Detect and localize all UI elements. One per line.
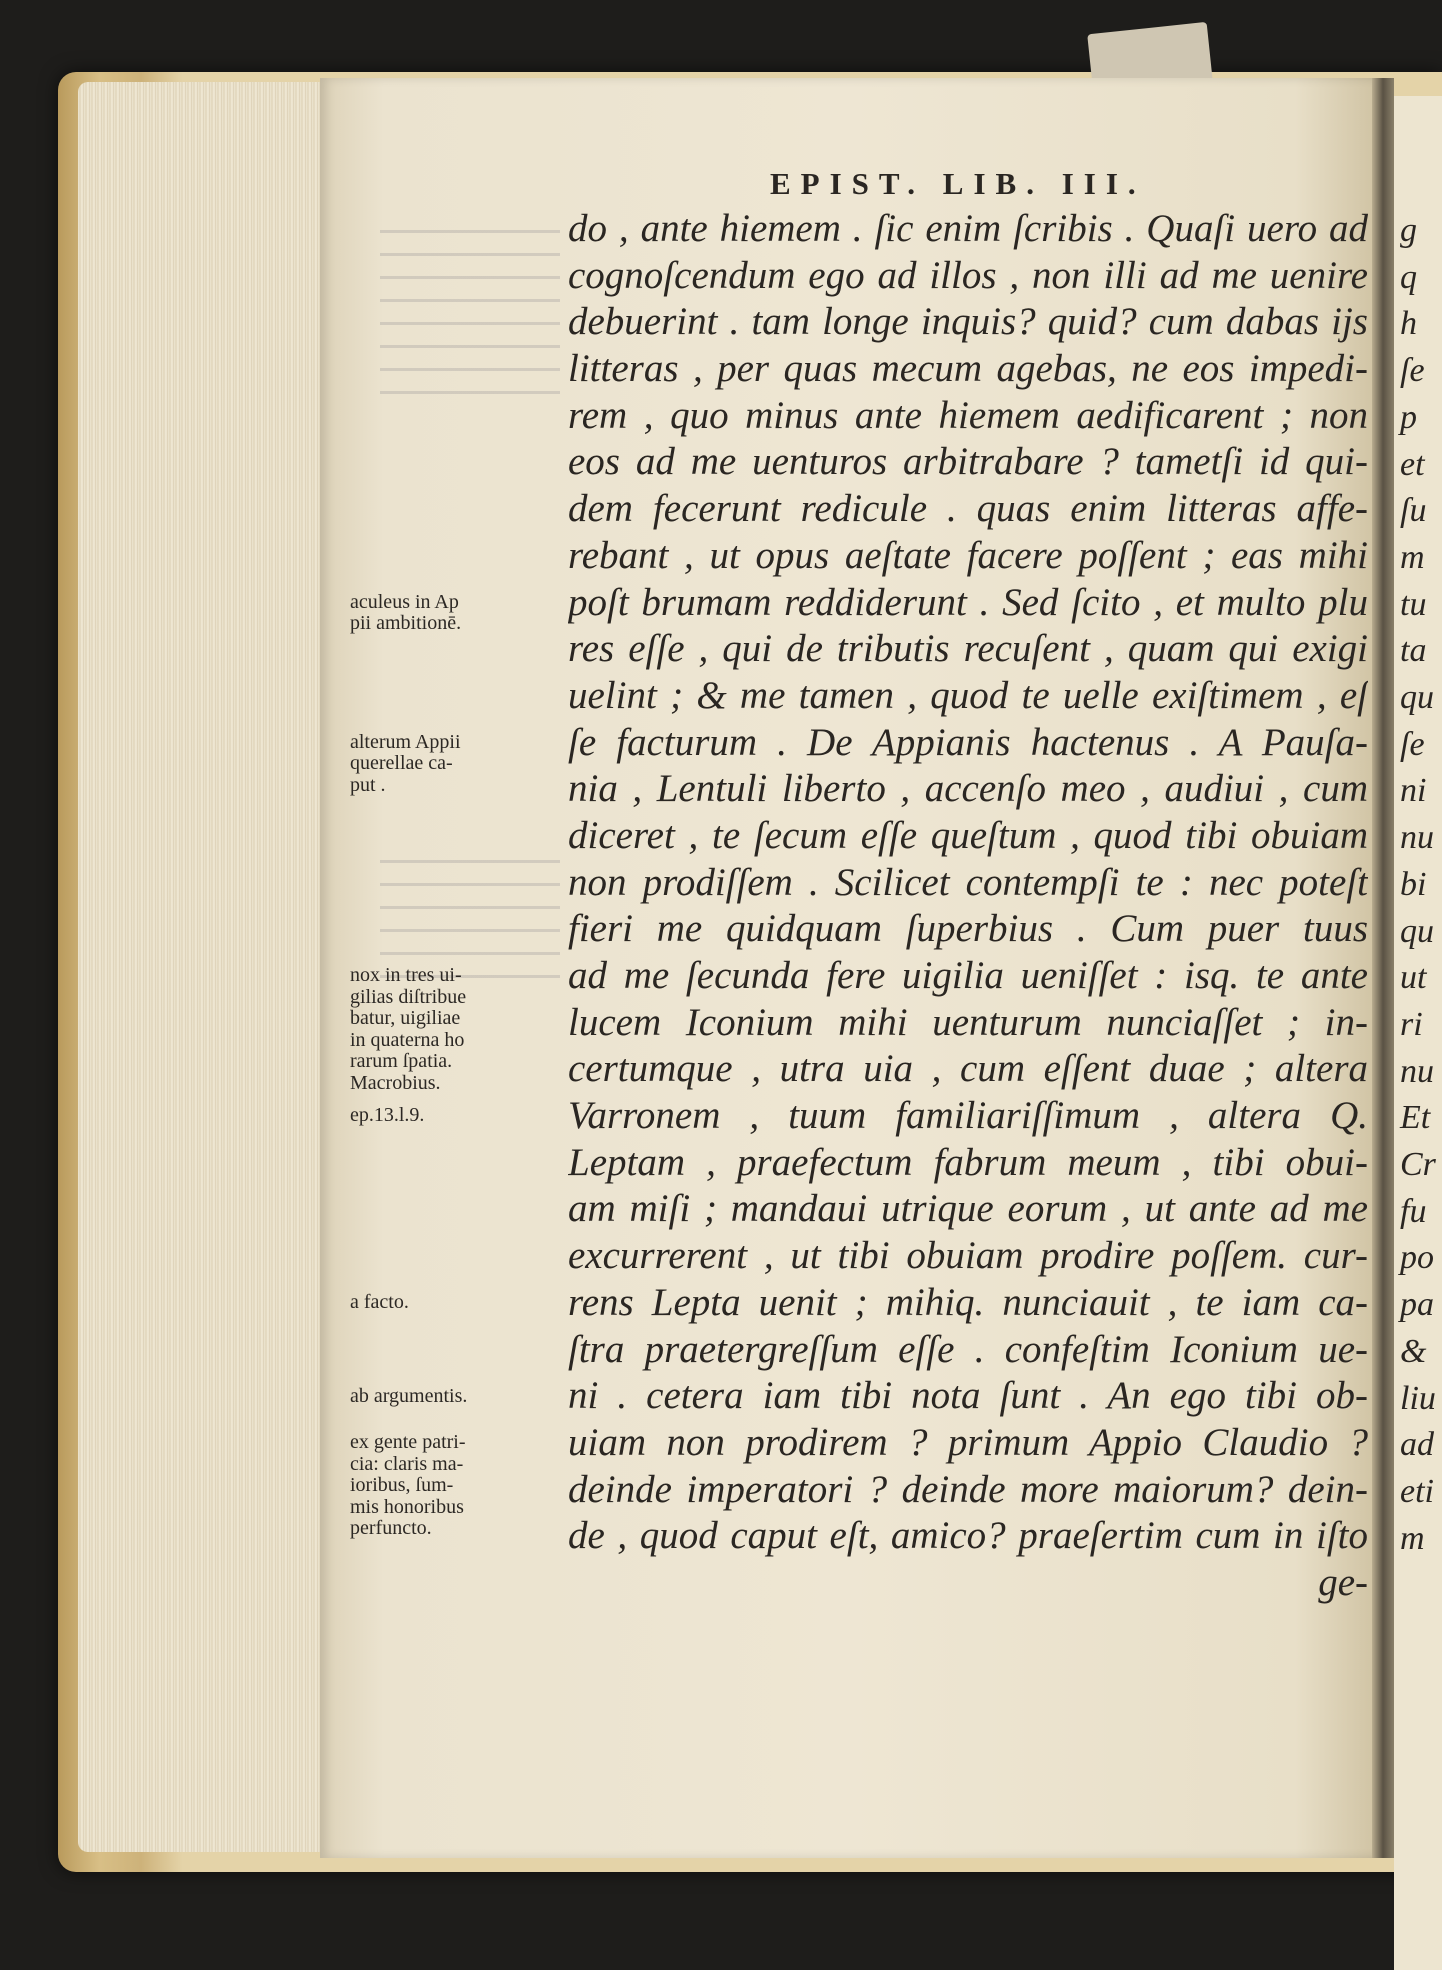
margin-note-line: batur, uigiliae: [350, 1007, 461, 1030]
text-line: Leptam , praefectum fabrum meum , tibi obui-: [568, 1140, 1368, 1184]
text-line: poſt brumam reddiderunt . Sed ſcito , et multo plu: [568, 580, 1368, 624]
text-line: am miſi ; mandaui utrique eorum , ut ante ad me: [568, 1187, 1368, 1231]
facing-page-fragment: &: [1400, 1332, 1427, 1370]
text-line: Varronem , tuum familiariſſimum , altera Q.: [568, 1094, 1368, 1138]
facing-page-fragment: m: [1400, 1519, 1425, 1557]
margin-note: [350, 965, 560, 1094]
text-line: rens Lepta uenit ; mihiq. nunciauit , te iam ca-: [568, 1280, 1368, 1324]
margin-note-line: pii ambitionē.: [350, 612, 462, 635]
facing-page-fragment: eti: [1400, 1472, 1434, 1510]
text-line: res eſſe , qui de tributis recuſent , quam qui exigi: [568, 627, 1368, 671]
facing-page-fragment: ri: [1400, 1005, 1423, 1043]
margin-note-line: put .: [350, 773, 386, 796]
facing-page-fragment: nu: [1400, 819, 1434, 857]
text-line: certumque , utra uia , cum eſſent duae ; altera: [568, 1047, 1368, 1091]
facing-page-fragment: Cr: [1400, 1146, 1436, 1184]
text-line: dem fecerunt redicule . quas enim litteras affe-: [568, 487, 1368, 531]
text-line: non prodiſſem . Scilicet contempſi te : nec poteſt: [568, 860, 1368, 904]
text-line: ad me ſecunda fere uigilia ueniſſet : isq. te ante: [568, 954, 1368, 997]
text-line: de , quod caput eſt, amico? praeſertim cum in iſto: [568, 1514, 1368, 1558]
margin-note-line: gilias diſtribue: [350, 985, 467, 1008]
facing-page-fragment: g: [1400, 212, 1417, 249]
facing-page-fragment: ſe: [1400, 352, 1425, 390]
text-line: do , ante hiemem . ſic enim ſcribis . Quaſi uero ad: [568, 207, 1368, 250]
margin-note-line: nox in tres ui-: [350, 964, 462, 987]
text-line: diceret , te ſecum eſſe queſtum , quod tibi obuiam: [568, 813, 1368, 857]
facing-page-fragment: p: [1400, 398, 1417, 436]
facing-page-fragment: liu: [1400, 1379, 1436, 1417]
facing-page-fragment: h: [1400, 305, 1417, 343]
text-line: excurrerent , ut tibi obuiam prodire poſſem. cur-: [568, 1234, 1368, 1278]
margin-note-line: in quaterna ho: [350, 1028, 465, 1051]
margin-note: [350, 732, 560, 797]
margin-note-line: rarum ſpatia.: [350, 1050, 453, 1073]
facing-page-fragment: bi: [1400, 865, 1427, 903]
text-line: cognoſcendum ego ad illos , non illi ad me uenire: [568, 253, 1368, 297]
facing-page-fragment: ta: [1400, 632, 1427, 670]
facing-page-fragment: ad: [1400, 1426, 1434, 1464]
facing-page-fragment: q: [1400, 258, 1417, 296]
facing-page-fragment: qu: [1400, 679, 1434, 717]
book-gutter: [1372, 78, 1394, 1858]
margin-note: [350, 1292, 560, 1314]
text-line: uelint ; & me tamen , quod te uelle exiſtimem , eſ: [568, 673, 1368, 717]
facing-page-fragment: m: [1400, 538, 1425, 576]
facing-page-fragment: ut: [1400, 959, 1427, 997]
running-head: EPIST. LIB. III.: [770, 166, 1146, 201]
margin-note-line: mis honoribus: [350, 1495, 464, 1518]
text-line: nia , Lentuli liberto , accenſo meo , audiui , cum: [568, 767, 1368, 811]
margin-note-line: alterum Appii: [350, 730, 461, 753]
text-line: rebant , ut opus aeſtate facere poſſent ; eas mihi: [568, 533, 1368, 577]
text-line: ſtra praetergreſſum eſſe . confeſtim Iconium ue-: [568, 1327, 1368, 1371]
facing-page-fragment: et: [1400, 445, 1425, 483]
margin-note-line: ep.13.l.9.: [350, 1104, 425, 1127]
margin-note-line: aculeus in Ap: [350, 590, 459, 613]
margin-note-line: Macrobius.: [350, 1071, 441, 1094]
text-line: ſe facturum . De Appianis hactenus . A Pauſa-: [568, 720, 1368, 764]
facing-page-fragment: Et: [1400, 1099, 1431, 1137]
text-line: ni . cetera iam tibi nota ſunt . An ego tibi ob-: [568, 1374, 1368, 1418]
text-line: debuerint . tam longe inquis? quid? cum dabas ijs: [568, 300, 1368, 344]
text-line: eos ad me uenturos arbitrabare ? tametſi id qui-: [568, 440, 1368, 484]
facing-page-fragment: ſu: [1400, 492, 1427, 530]
text-line: litteras , per quas mecum agebas, ne eos impedi-: [568, 347, 1368, 391]
margin-note-line: ioribus, ſum-: [350, 1474, 454, 1497]
facing-page-fragment: ſe: [1400, 725, 1425, 763]
margin-note-line: querellae ca-: [350, 752, 453, 775]
facing-page-fragment: tu: [1400, 585, 1427, 623]
text-line: deinde imperatori ? deinde more maiorum? dein-: [568, 1467, 1368, 1511]
text-line: uiam non prodirem ? primum Appio Claudio ?: [568, 1420, 1368, 1464]
facing-page-fragment: qu: [1400, 912, 1434, 950]
facing-page-fragment: nu: [1400, 1052, 1434, 1090]
facing-page-fragment: pa: [1400, 1286, 1434, 1324]
facing-page-edge: [1394, 96, 1442, 1970]
margin-note: [350, 1432, 560, 1540]
margin-note-line: ex gente patri-: [350, 1431, 466, 1454]
margin-note-line: ab argumentis.: [350, 1384, 468, 1407]
text-line: lucem Iconium mihi uenturum nunciaſſet ; in-: [568, 1000, 1368, 1044]
facing-page-fragment: fu: [1400, 1192, 1427, 1230]
margin-note-line: cia: claris ma-: [350, 1452, 464, 1475]
facing-page-fragment: po: [1400, 1239, 1434, 1277]
body-text: [568, 206, 1368, 1607]
page-edges: [78, 82, 338, 1852]
text-line: rem , quo minus ante hiemem aedificarent ; non: [568, 393, 1368, 437]
margin-note-line: perfuncto.: [350, 1517, 432, 1540]
margin-note: [350, 1105, 560, 1127]
text-line: fieri me quidquam ſuperbius . Cum puer tuus: [568, 907, 1368, 951]
margin-note: [350, 592, 560, 635]
margin-note-line: a facto.: [350, 1291, 409, 1314]
facing-page-fragment: ni: [1400, 772, 1427, 810]
text-line: ge-: [1318, 1560, 1368, 1604]
margin-note: [350, 1386, 560, 1408]
show-through-text: [380, 210, 560, 410]
